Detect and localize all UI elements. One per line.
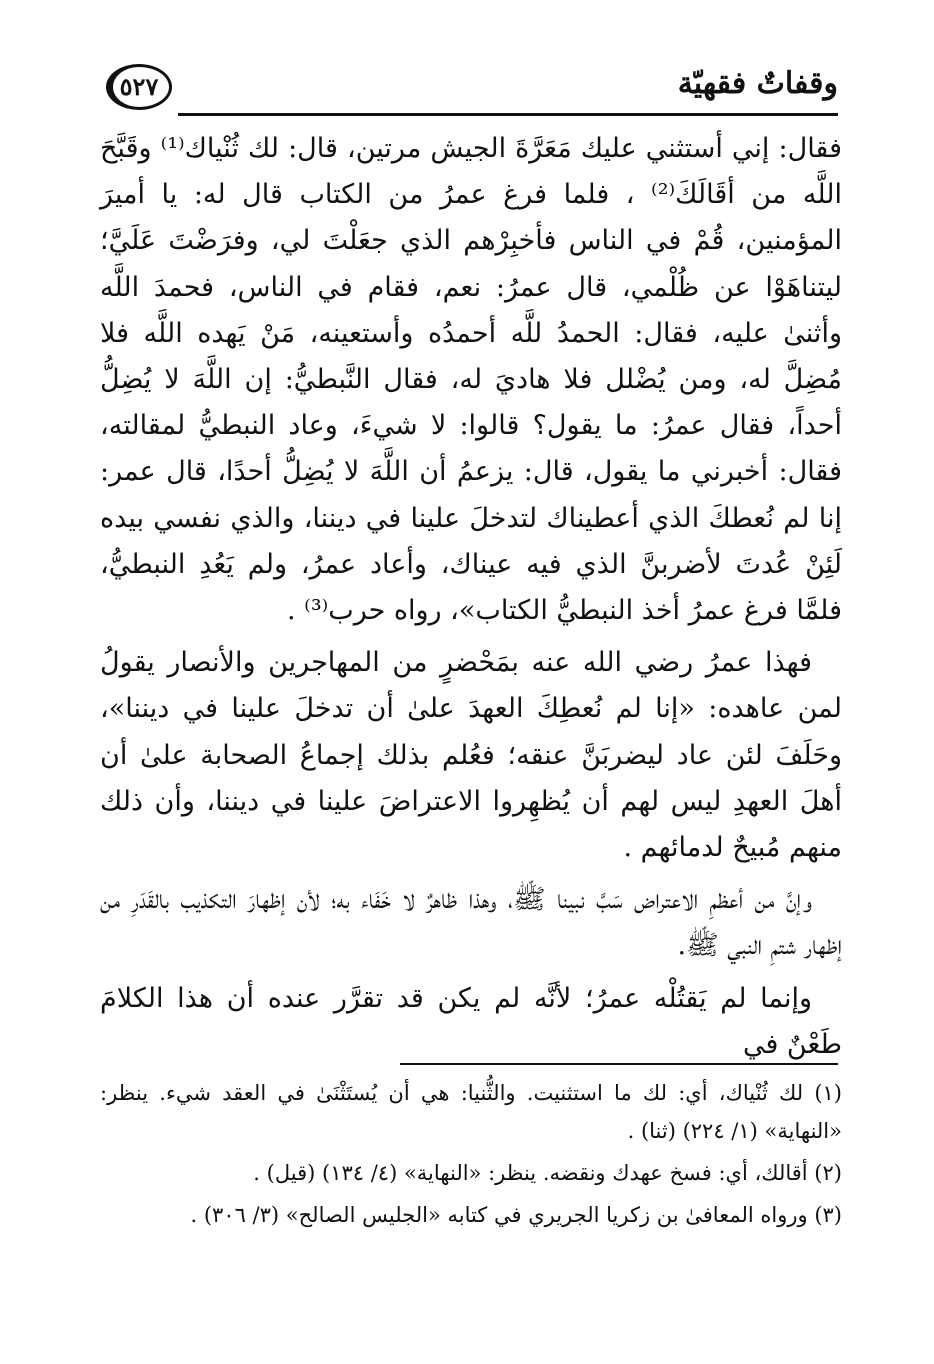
running-title: وقفاتٌ فقهيّة xyxy=(677,66,838,101)
footnote-1: (١) لك ثُنْياك، أي: لك ما استثنيت. والثُّنيا: هي أن يُستَثْنَىٰ في العقد شيء. ينظر: «النهاية» (١/ ٢٢٤) (ثنا) . xyxy=(100,1081,842,1143)
paragraph-4: وإنما لم يَقتُلْه عمرُ؛ لأنَّه لم يكن قد تقرَّر عنده أن هذا الكلامَ طَعْنٌ في xyxy=(100,982,842,1060)
paragraph-1: فقال: إني أستثني عليك مَعَرَّةَ الجيش مرتين، قال: لك ثُنْياك⁽¹⁾ وقَبَّحَ اللَّه من أقَالَكَ⁽²⁾ ، فلما فرغ عمرُ من الكتاب قال له: يا أميرَ المؤمنين، قُمْ في الناس فأخبِرْهم الذي جعَلْتَ لي، وفرَضْتَ عَلَيَّ؛ ليتناهَوْا عن ظُلْمي، قال عمرُ: نعم، فقام في الناس، فحمدَ اللَّه وأثنىٰ عليه، فقال: الحمدُ للَّه أحمدُه وأستعينه، مَنْ يَهده اللَّه فلا مُضِلَّ له، ومن يُضْلل فلا هاديَ له، فقال النَّبطيُّ: إن اللَّهَ لا يُضِلُّ أحداً، فقال عمرُ: ما يقول؟ قالوا: لا شيءَ، وعاد النبطيُّ لمقالته، فقال: أخبرني ما يقول، قال: يزعمُ أن اللَّهَ لا يُضِلُّ أحدًا، قال عمر: إنا لم نُعطكَ الذي أعطيناك لتدخلَ علينا في ديننا، والذي نفسي بيده لَئِنْ عُدتَ لأضربنَّ الذي فيه عيناك، وأعاد عمرُ، ولم يَعُدِ النبطيُّ، فلمَّا فرغ عمرُ أخذ النبطيُّ الكتاب»، رواه حرب⁽³⁾ . xyxy=(100,133,842,627)
footnote-2: (٢) أقالك، أي: فسخ عهدك ونقضه. ينظر: «النهاية» (٤/ ١٣٤) (قيل) . xyxy=(253,1161,842,1185)
main-text xyxy=(100,126,842,1068)
page-number: ٥٢٧ xyxy=(119,72,159,101)
paragraph-3: وإنَّ من أعظمِ الاعتراض سَبَّ نبينا ﷺ، وهذا ظاهرٌ لا خَفَاء به؛ لأن إظهارَ التكذيب بالقَدَرِ من إظهار شتمِ النبي ﷺ. xyxy=(100,884,842,962)
footnote-3: (٣) ورواه المعافىٰ بن زكريا الجريري في كتابه «الجليس الصالح» (٣/ ٣٠٦) . xyxy=(190,1203,842,1227)
footnote-separator xyxy=(400,1063,838,1065)
footnotes xyxy=(100,1074,842,1234)
paragraph-2: فهذا عمرُ رضي الله عنه بمَحْضرٍ من المهاجرين والأنصار يقولُ لمن عاهده: «إنا لم نُعطِكَ العهدَ علىٰ أن تدخلَ علينا في ديننا»، وحَلَفَ لئن عاد ليضربَنَّ عنقه؛ فعُلم بذلك إجماعُ الصحابة علىٰ أن أهلَ العهدِ ليس لهم أن يُظهِروا الاعتراضَ علينا في ديننا، وأن ذلك منهم مُبيحٌ لدمائهم . xyxy=(100,647,842,864)
page-number-badge xyxy=(98,58,178,118)
header-rule xyxy=(178,113,838,116)
page-header xyxy=(98,58,838,118)
